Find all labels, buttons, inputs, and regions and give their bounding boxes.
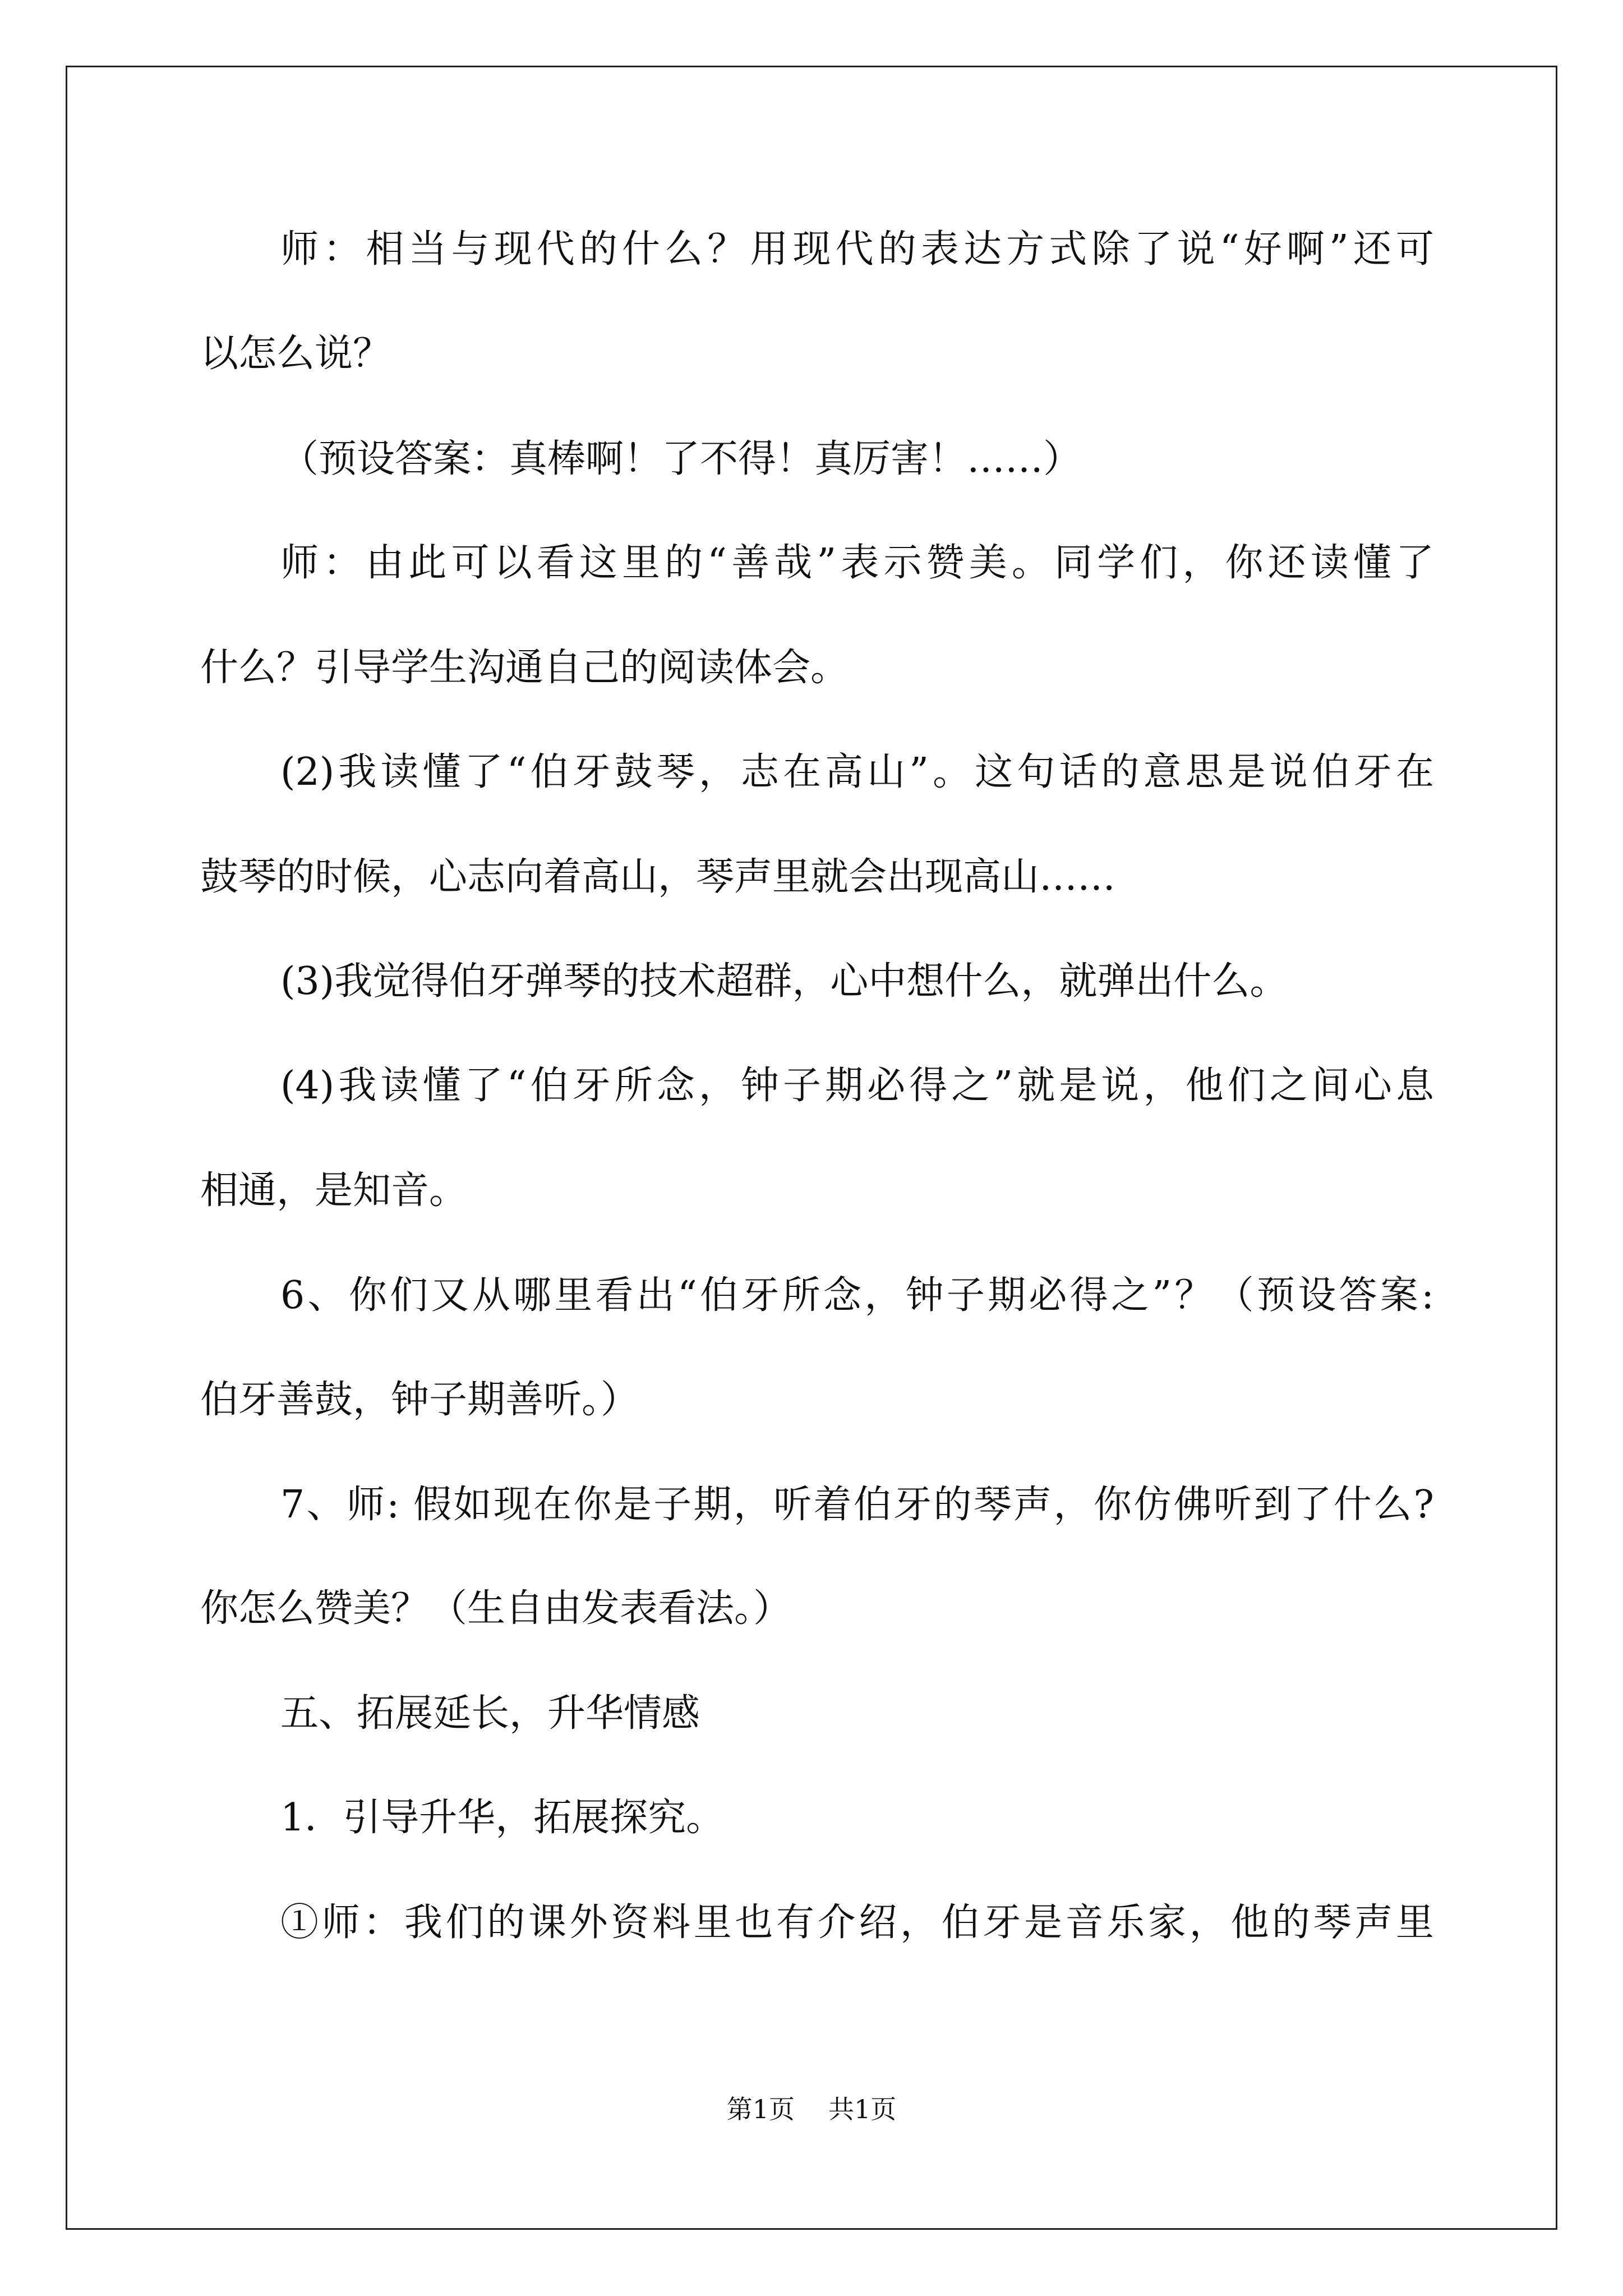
paragraph-line: 师：相当与现代的什么？用现代的表达方式除了说“好啊”还可 [280, 227, 1434, 272]
section-heading: 五、拓展延长，升华情感 [280, 1691, 700, 1736]
page-number: 第1页 [726, 2094, 795, 2124]
paragraph-line: (3)我觉得伯牙弹琴的技术超群，心中想什么，就弹出什么。 [280, 959, 1288, 1004]
paragraph-line: 7、师: 假如现在你是子期，听着伯牙的琴声，你仿佛听到了什么? [280, 1483, 1434, 1527]
paragraph-line: 相通，是知音。 [200, 1168, 468, 1213]
paragraph-line: (4)我读懂了“伯牙所念，钟子期必得之”就是说，他们之间心息 [280, 1064, 1434, 1108]
paragraph-line: 什么？引导学生沟通自己的阅读体会。 [200, 646, 849, 690]
page-total: 共1页 [828, 2094, 897, 2124]
paragraph-line: 你怎么赞美？（生自由发表看法。） [200, 1586, 792, 1631]
paragraph-line: (2)我读懂了“伯牙鼓琴，志在高山”。这句话的意思是说伯牙在 [280, 750, 1434, 794]
paragraph-line: 以怎么说？ [200, 332, 391, 376]
paragraph-line: （预设答案：真棒啊！了不得！真厉害！……） [280, 437, 1082, 481]
paragraph-line: 1．引导升华，拓展探究。 [280, 1796, 725, 1840]
paragraph-line: 伯牙善鼓，钟子期善听。） [200, 1378, 639, 1422]
paragraph-line: 鼓琴的时候，心志向着高山，琴声里就会出现高山…… [200, 855, 1116, 899]
paragraph-line: 师：由此可以看这里的“善哉”表示赞美。同学们，你还读懂了 [280, 541, 1434, 585]
paragraph-line: 6、你们又从哪里看出“伯牙所念，钟子期必得之”？（预设答案: [280, 1273, 1434, 1318]
paragraph-line: ①师：我们的课外资料里也有介绍，伯牙是音乐家，他的琴声里 [280, 1901, 1434, 1945]
page-footer [0, 2087, 1623, 2132]
